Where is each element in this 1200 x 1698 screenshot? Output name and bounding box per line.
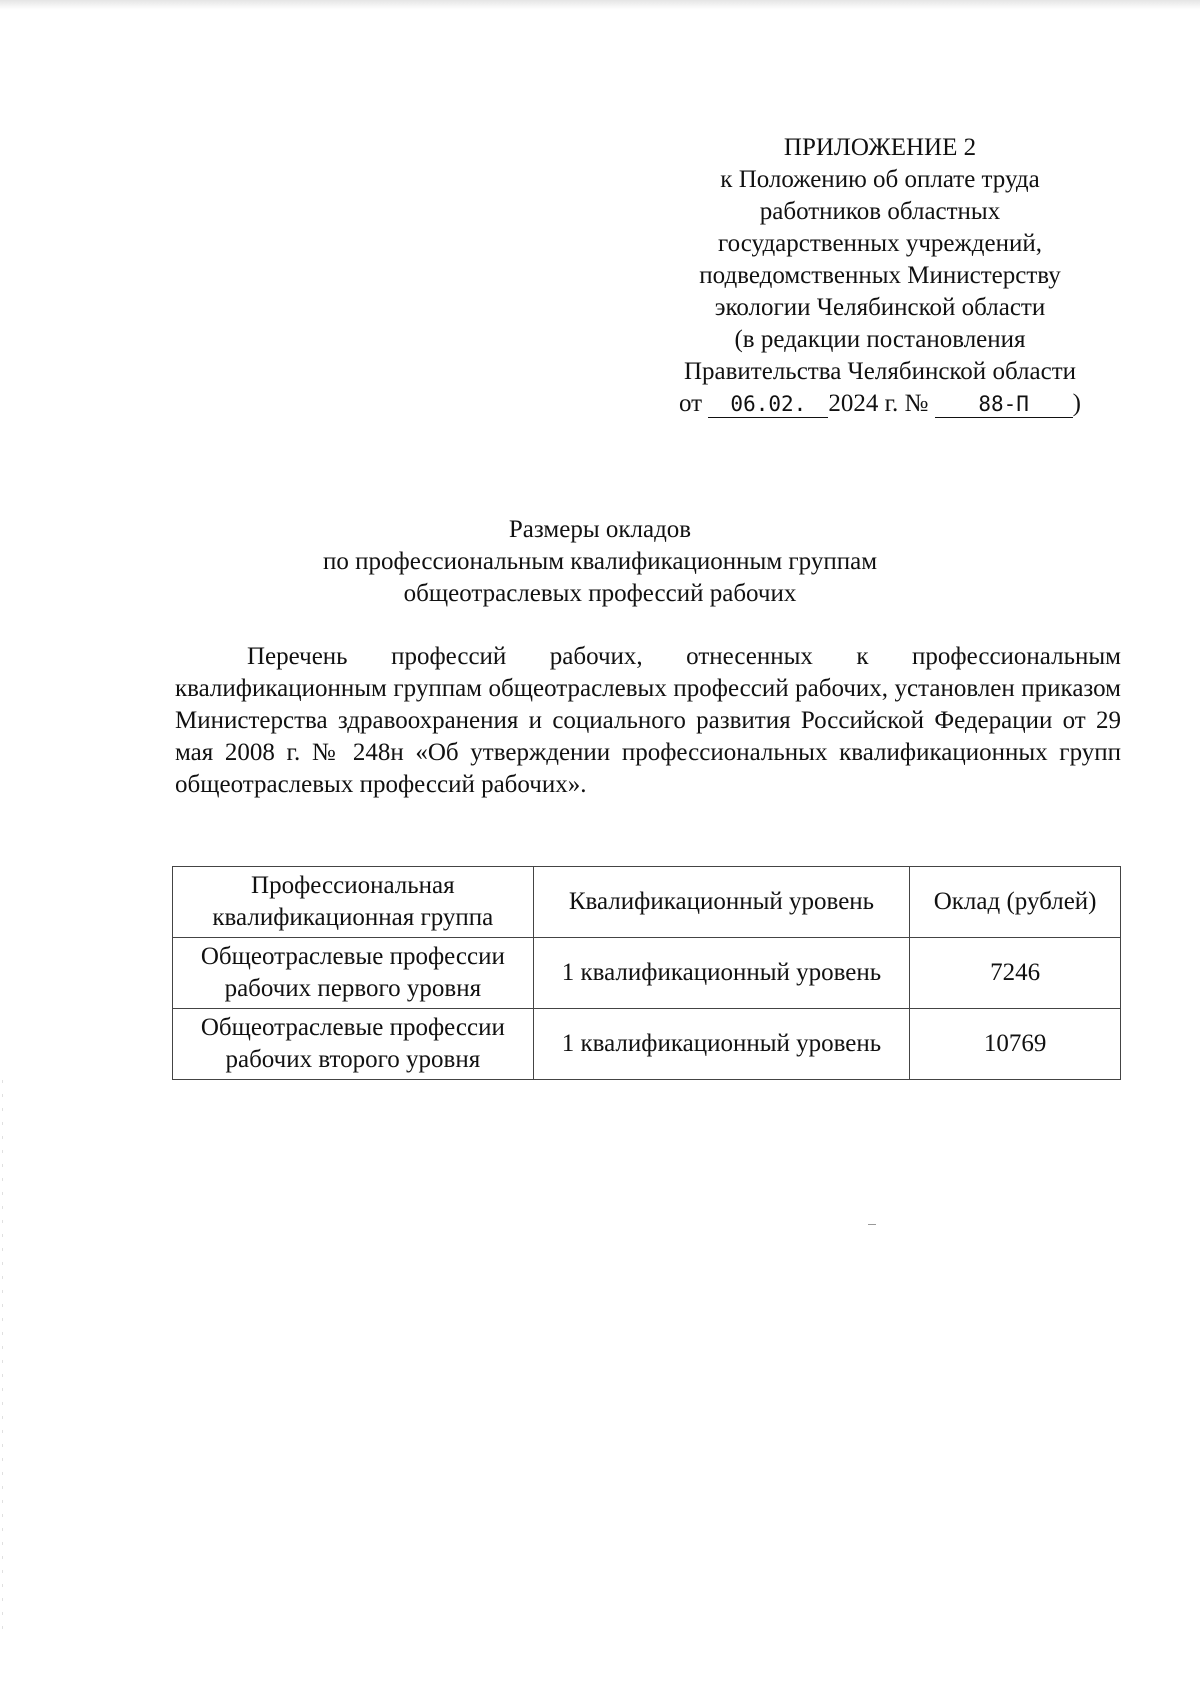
title-line: по профессиональным квалификационным группам [322,548,878,575]
scan-speck [868,1224,876,1225]
cell-group: Общеотраслевые профессии рабочих второго уровня [173,1009,534,1080]
header-level: Квалификационный уровень [533,867,910,938]
table-row [173,938,1121,1009]
cell-group: Общеотраслевые профессии рабочих первого уровня [173,938,534,1009]
header-group: Профессиональная квалификационная группа [173,867,534,938]
number-field: 88-П [935,391,1073,418]
cell-level: 1 квалификационный уровень [533,938,910,1009]
appendix-line: к Положению об оплате труда [720,166,1040,193]
appendix-line: экологии Челябинской области [714,294,1046,321]
appendix-line: работников областных [759,198,1001,225]
document-title [200,514,1000,610]
appendix-line: государственных учреждений, [718,230,1042,257]
scan-edge-shadow [0,0,1200,10]
table-header-row [173,867,1121,938]
title-line: Размеры окладов [508,516,692,543]
closing-paren: ) [1072,390,1081,417]
table-row [173,1009,1121,1080]
appendix-title: ПРИЛОЖЕНИЕ 2 [783,134,977,161]
date-field: 06.02. [708,391,828,418]
cell-salary: 7246 [910,938,1121,1009]
date-prefix: от [679,390,703,417]
cell-level: 1 квалификационный уровень [533,1009,910,1080]
body-paragraph: Перечень профессий рабочих, отнесенных к профессиональным квалификационным группам общеотраслевых профессий рабочих, установлен приказом Министерства здравоохранения и социального развития Российской Федерации от 29 мая 2008 г. № 248н «Об утверждении профессиональных квалификационных групп общеотраслевых профессий рабочих». [175,643,1121,798]
title-line: общеотраслевых профессий рабочих [403,580,797,607]
header-salary: Оклад (рублей) [910,867,1121,938]
scan-edge-marks [2,1080,3,1640]
cell-salary: 10769 [910,1009,1121,1080]
appendix-line: подведомственных Министерству [699,262,1061,289]
appendix-date-line [640,388,1120,420]
appendix-block [640,132,1120,420]
appendix-line: (в редакции постановления [734,326,1026,353]
salary-table [172,866,1121,1080]
year-text: 2024 г. № [828,390,929,417]
appendix-line: Правительства Челябинской области [683,358,1077,385]
